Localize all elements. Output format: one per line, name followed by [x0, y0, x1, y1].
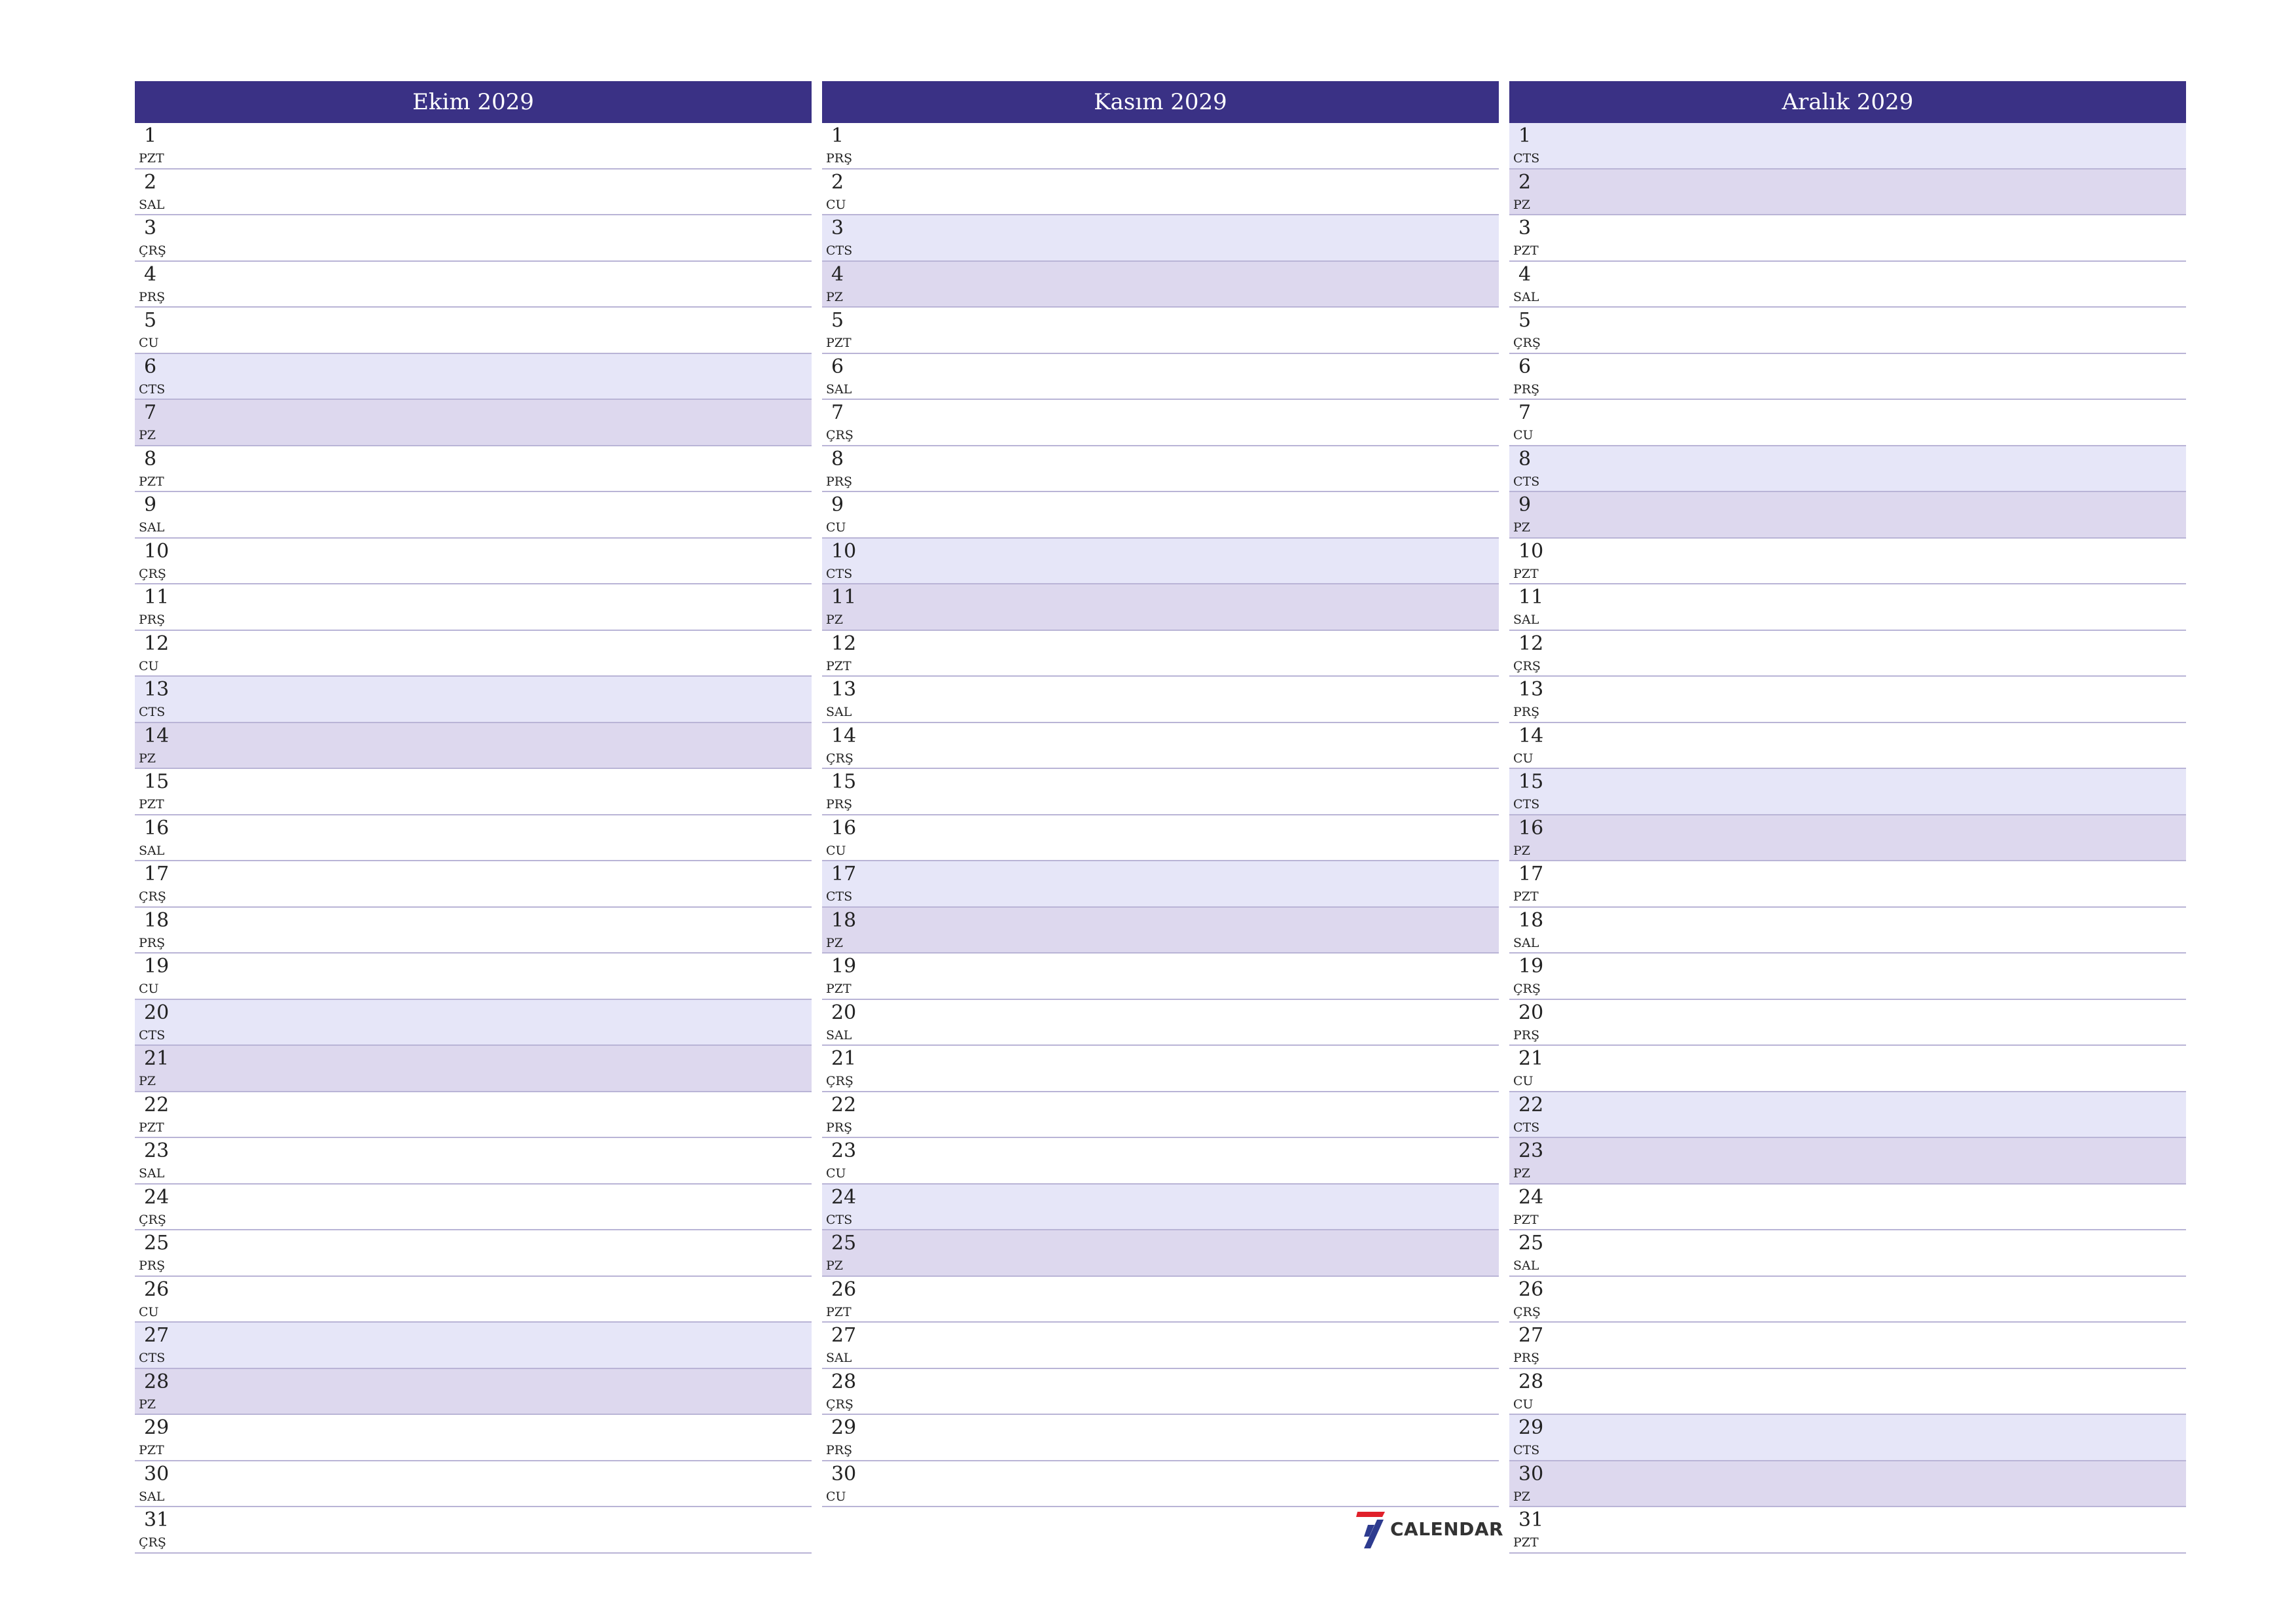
day-number: 18 [831, 908, 857, 932]
day-number: 23 [144, 1139, 170, 1162]
day-of-week: SAL [826, 705, 852, 719]
day-row[interactable] [1509, 723, 2186, 770]
day-of-week: CU [1513, 751, 1534, 766]
day-of-week: CTS [1513, 797, 1540, 812]
day-row[interactable] [135, 723, 812, 770]
day-of-week: PZ [826, 289, 843, 304]
day-number: 24 [1518, 1185, 1544, 1209]
day-row[interactable] [822, 169, 1499, 216]
day-row[interactable] [1509, 1369, 2186, 1416]
day-number: 5 [831, 309, 844, 332]
day-row[interactable] [135, 584, 812, 631]
day-row[interactable] [135, 1230, 812, 1277]
day-number: 20 [144, 1001, 170, 1024]
day-row[interactable] [822, 1138, 1499, 1185]
day-row[interactable] [1509, 1277, 2186, 1323]
day-number: 16 [831, 816, 857, 840]
day-number: 16 [1518, 816, 1544, 840]
day-row[interactable] [822, 631, 1499, 677]
day-number: 14 [144, 724, 170, 747]
day-row[interactable] [1509, 584, 2186, 631]
day-row[interactable] [135, 815, 812, 862]
day-of-week: PRŞ [139, 613, 166, 627]
day-number: 14 [831, 724, 857, 747]
day-row[interactable] [1509, 1046, 2186, 1092]
day-number: 12 [831, 632, 857, 655]
day-row[interactable] [1509, 954, 2186, 1000]
day-row[interactable] [1509, 1415, 2186, 1461]
day-of-week: ÇRŞ [826, 1074, 853, 1088]
day-of-week: ÇRŞ [139, 1535, 166, 1550]
day-row[interactable] [1509, 631, 2186, 677]
day-number: 9 [144, 493, 157, 516]
day-number: 13 [831, 678, 857, 701]
day-of-week: PZ [1513, 1489, 1530, 1504]
day-number: 6 [1518, 355, 1532, 378]
day-number: 14 [1518, 724, 1544, 747]
month-title: Ekim 2029 [135, 81, 812, 123]
day-row[interactable] [822, 861, 1499, 908]
day-row[interactable] [822, 215, 1499, 262]
day-row[interactable] [1509, 677, 2186, 723]
day-number: 1 [144, 124, 157, 147]
day-number: 12 [1518, 632, 1544, 655]
day-row[interactable] [822, 1185, 1499, 1231]
day-of-week: PZ [1513, 1166, 1530, 1181]
day-of-week: CU [139, 658, 159, 673]
day-number: 25 [831, 1232, 857, 1255]
day-of-week: PZ [826, 1258, 843, 1273]
day-row[interactable] [822, 123, 1499, 169]
day-row[interactable] [822, 1092, 1499, 1139]
day-row[interactable] [135, 1185, 812, 1231]
day-row[interactable] [135, 1461, 812, 1508]
day-number: 21 [831, 1047, 857, 1070]
day-of-week: ÇRŞ [1513, 658, 1541, 673]
day-of-week: SAL [1513, 1258, 1539, 1273]
day-row[interactable] [822, 400, 1499, 446]
day-of-week: PZ [1513, 520, 1530, 535]
day-row[interactable] [135, 1138, 812, 1185]
day-number: 2 [1518, 170, 1532, 194]
day-number: 7 [831, 401, 844, 424]
day-row[interactable] [135, 861, 812, 908]
day-number: 8 [1518, 447, 1532, 471]
day-of-week: CTS [826, 566, 853, 581]
day-number: 2 [144, 170, 157, 194]
day-number: 4 [1518, 262, 1532, 286]
day-of-week: ÇRŞ [139, 243, 166, 258]
day-row[interactable] [1509, 861, 2186, 908]
day-of-week: SAL [139, 843, 165, 858]
day-of-week: CU [139, 1304, 159, 1319]
day-row[interactable] [135, 446, 812, 493]
day-row[interactable] [135, 1415, 812, 1461]
day-of-week: ÇRŞ [139, 889, 166, 904]
day-row[interactable] [135, 123, 812, 169]
day-row[interactable] [135, 769, 812, 815]
day-of-week: ÇRŞ [826, 1397, 853, 1412]
day-row[interactable] [822, 815, 1499, 862]
day-row[interactable] [1509, 308, 2186, 354]
day-number: 5 [1518, 309, 1532, 332]
day-row[interactable] [135, 908, 812, 954]
day-number: 11 [144, 586, 170, 609]
day-row[interactable] [135, 1277, 812, 1323]
month-column-december [1509, 81, 2186, 1554]
day-of-week: PZ [139, 1074, 156, 1088]
day-number: 17 [1518, 863, 1544, 885]
day-number: 25 [1518, 1232, 1544, 1255]
day-number: 25 [144, 1232, 170, 1255]
day-of-week: PZ [1513, 843, 1530, 858]
day-number: 3 [1518, 217, 1532, 240]
day-of-week: CU [826, 197, 846, 212]
day-number: 4 [144, 262, 157, 286]
day-number: 22 [831, 1093, 857, 1116]
day-row[interactable] [822, 908, 1499, 954]
day-row[interactable] [822, 1277, 1499, 1323]
day-row[interactable] [135, 1369, 812, 1416]
day-number: 2 [831, 170, 844, 194]
day-number: 3 [831, 217, 844, 240]
day-number: 10 [1518, 539, 1544, 563]
day-of-week: PZT [1513, 1212, 1539, 1227]
day-of-week: CTS [139, 1351, 166, 1365]
day-of-week: CTS [826, 243, 853, 258]
day-of-week: PZT [826, 982, 852, 996]
day-of-week: CTS [1513, 474, 1540, 489]
day-of-week: SAL [1513, 289, 1539, 304]
day-number: 20 [831, 1001, 857, 1024]
day-row[interactable] [1509, 123, 2186, 169]
day-of-week: CU [1513, 428, 1534, 442]
day-number: 19 [831, 955, 857, 978]
day-row[interactable] [822, 584, 1499, 631]
day-of-week: ÇRŞ [826, 751, 853, 766]
day-number: 10 [144, 539, 170, 563]
day-row[interactable] [822, 1046, 1499, 1092]
day-number: 6 [831, 355, 844, 378]
day-of-week: PRŞ [1513, 705, 1540, 719]
day-number: 7 [144, 401, 157, 424]
day-number: 3 [144, 217, 157, 240]
day-row[interactable] [1509, 400, 2186, 446]
day-of-week: SAL [826, 382, 852, 397]
day-row[interactable] [822, 492, 1499, 539]
day-number: 13 [144, 678, 170, 701]
day-of-week: PRŞ [1513, 1351, 1540, 1365]
day-number: 24 [144, 1185, 170, 1209]
day-row[interactable] [822, 1000, 1499, 1046]
day-of-week: PZT [139, 1443, 164, 1457]
day-number: 30 [1518, 1462, 1544, 1486]
day-number: 13 [1518, 678, 1544, 701]
day-of-week: SAL [826, 1351, 852, 1365]
day-row[interactable] [1509, 1230, 2186, 1277]
day-of-week: ÇRŞ [139, 566, 166, 581]
day-of-week: PRŞ [826, 1120, 853, 1135]
day-row[interactable] [1509, 815, 2186, 862]
day-row[interactable] [135, 354, 812, 401]
day-number: 7 [1518, 401, 1532, 424]
month-column-november [822, 81, 1499, 1507]
day-row[interactable] [822, 677, 1499, 723]
day-number: 15 [1518, 770, 1544, 793]
day-row[interactable] [135, 1046, 812, 1092]
day-number: 30 [144, 1462, 170, 1486]
day-of-week: CU [826, 1489, 846, 1504]
day-of-week: CTS [139, 705, 166, 719]
day-number: 12 [144, 632, 170, 655]
day-row[interactable] [822, 1369, 1499, 1416]
day-number: 26 [144, 1277, 170, 1301]
day-of-week: PZT [1513, 1535, 1539, 1550]
day-row[interactable] [1509, 1092, 2186, 1139]
day-of-week: CU [139, 336, 159, 350]
day-row[interactable] [1509, 908, 2186, 954]
day-number: 9 [1518, 493, 1532, 516]
day-of-week: CTS [1513, 151, 1540, 166]
day-number: 28 [1518, 1370, 1544, 1393]
day-of-week: PZT [139, 474, 164, 489]
day-of-week: CTS [1513, 1443, 1540, 1457]
day-number: 1 [1518, 124, 1532, 147]
day-of-week: ÇRŞ [1513, 982, 1541, 996]
day-number: 31 [144, 1508, 170, 1531]
day-of-week: SAL [139, 520, 165, 535]
day-number: 15 [831, 770, 857, 793]
day-row[interactable] [135, 1092, 812, 1139]
day-number: 5 [144, 309, 157, 332]
day-row[interactable] [1509, 492, 2186, 539]
day-row[interactable] [1509, 539, 2186, 585]
day-number: 29 [831, 1416, 857, 1439]
day-number: 17 [831, 863, 857, 885]
day-row[interactable] [135, 308, 812, 354]
day-number: 31 [1518, 1508, 1544, 1531]
day-of-week: PRŞ [826, 151, 853, 166]
day-number: 1 [831, 124, 844, 147]
day-number: 23 [1518, 1139, 1544, 1162]
day-of-week: PZ [139, 428, 156, 442]
day-number: 4 [831, 262, 844, 286]
day-row[interactable] [135, 677, 812, 723]
day-of-week: PZ [1513, 197, 1530, 212]
day-row[interactable] [822, 769, 1499, 815]
day-row[interactable] [822, 354, 1499, 401]
day-row[interactable] [822, 954, 1499, 1000]
day-number: 26 [831, 1277, 857, 1301]
day-of-week: SAL [139, 1489, 165, 1504]
day-of-week: PRŞ [826, 1443, 853, 1457]
month-title: Aralık 2029 [1509, 81, 2186, 123]
day-of-week: CTS [139, 382, 166, 397]
day-number: 27 [831, 1324, 857, 1347]
day-number: 11 [831, 586, 857, 609]
day-of-week: ÇRŞ [1513, 1304, 1541, 1319]
day-of-week: ÇRŞ [139, 1212, 166, 1227]
month-title: Kasım 2029 [822, 81, 1499, 123]
day-row[interactable] [135, 492, 812, 539]
day-number: 11 [1518, 586, 1544, 609]
day-number: 21 [144, 1047, 170, 1070]
day-of-week: CTS [139, 1027, 166, 1043]
day-row[interactable] [822, 1323, 1499, 1369]
day-number: 28 [831, 1370, 857, 1393]
day-row[interactable] [822, 539, 1499, 585]
day-of-week: CU [826, 843, 846, 858]
day-row[interactable] [135, 400, 812, 446]
day-row[interactable] [822, 446, 1499, 493]
day-number: 22 [144, 1093, 170, 1116]
day-row[interactable] [135, 631, 812, 677]
day-of-week: PRŞ [826, 797, 853, 812]
day-of-week: CU [826, 520, 846, 535]
day-of-week: CU [1513, 1074, 1534, 1088]
day-of-week: CTS [826, 889, 853, 904]
day-row[interactable] [822, 1415, 1499, 1461]
day-number: 6 [144, 355, 157, 378]
day-of-week: SAL [139, 1166, 165, 1181]
day-number: 8 [144, 447, 157, 471]
day-of-week: PRŞ [1513, 382, 1540, 397]
day-of-week: ÇRŞ [826, 428, 853, 442]
day-of-week: PZT [139, 1120, 164, 1135]
day-number: 10 [831, 539, 857, 563]
day-number: 27 [144, 1324, 170, 1347]
day-of-week: CU [1513, 1397, 1534, 1412]
day-of-week: SAL [1513, 613, 1539, 627]
day-number: 16 [144, 816, 170, 840]
day-of-week: PZT [826, 658, 852, 673]
day-of-week: PRŞ [139, 289, 166, 304]
day-of-week: PRŞ [139, 1258, 166, 1273]
day-number: 17 [144, 863, 170, 885]
day-row[interactable] [1509, 769, 2186, 815]
day-number: 19 [1518, 955, 1544, 978]
day-row[interactable] [1509, 262, 2186, 308]
day-of-week: CU [826, 1166, 846, 1181]
day-row[interactable] [1509, 1138, 2186, 1185]
day-number: 19 [144, 955, 170, 978]
day-row[interactable] [1509, 215, 2186, 262]
day-number: 22 [1518, 1093, 1544, 1116]
day-row[interactable] [135, 215, 812, 262]
day-number: 15 [144, 770, 170, 793]
day-of-week: PZT [1513, 566, 1539, 581]
logo-text: CALENDAR [1390, 1518, 1504, 1540]
day-row[interactable] [135, 262, 812, 308]
day-number: 29 [144, 1416, 170, 1439]
day-number: 29 [1518, 1416, 1544, 1439]
day-row[interactable] [135, 1507, 812, 1554]
day-number: 23 [831, 1139, 857, 1162]
day-row[interactable] [1509, 354, 2186, 401]
day-number: 20 [1518, 1001, 1544, 1024]
day-row[interactable] [822, 1461, 1499, 1508]
day-of-week: PZT [139, 151, 164, 166]
day-number: 18 [1518, 908, 1544, 932]
day-of-week: PZT [1513, 243, 1539, 258]
day-of-week: SAL [826, 1027, 852, 1043]
day-number: 26 [1518, 1277, 1544, 1301]
day-of-week: PRŞ [826, 474, 853, 489]
day-of-week: ÇRŞ [1513, 336, 1541, 350]
day-row[interactable] [822, 1230, 1499, 1277]
day-row[interactable] [135, 169, 812, 216]
month-column-october [135, 81, 812, 1554]
day-of-week: CU [139, 982, 159, 996]
day-row[interactable] [822, 262, 1499, 308]
day-row[interactable] [135, 1323, 812, 1369]
day-number: 18 [144, 908, 170, 932]
day-of-week: PZ [826, 613, 843, 627]
day-row[interactable] [135, 539, 812, 585]
day-of-week: PZ [139, 751, 156, 766]
day-of-week: PZ [826, 935, 843, 950]
day-row[interactable] [1509, 1000, 2186, 1046]
day-number: 21 [1518, 1047, 1544, 1070]
day-number: 8 [831, 447, 844, 471]
day-of-week: PZ [139, 1397, 156, 1412]
day-row[interactable] [1509, 1461, 2186, 1508]
day-row[interactable] [1509, 446, 2186, 493]
day-of-week: SAL [1513, 935, 1539, 950]
day-of-week: CTS [1513, 1120, 1540, 1135]
day-number: 24 [831, 1185, 857, 1209]
day-row[interactable] [1509, 1185, 2186, 1231]
day-of-week: PZT [826, 336, 852, 350]
day-row[interactable] [135, 1000, 812, 1046]
day-row[interactable] [135, 954, 812, 1000]
day-row[interactable] [1509, 1507, 2186, 1554]
day-of-week: PZT [826, 1304, 852, 1319]
seven-logo-icon [1355, 1510, 1388, 1550]
day-of-week: PRŞ [139, 935, 166, 950]
day-row[interactable] [822, 308, 1499, 354]
day-number: 28 [144, 1370, 170, 1393]
day-of-week: SAL [139, 197, 165, 212]
day-number: 30 [831, 1462, 857, 1486]
day-of-week: PZT [139, 797, 164, 812]
calendar-logo [1355, 1510, 1504, 1550]
day-row[interactable] [1509, 1323, 2186, 1369]
day-row[interactable] [1509, 169, 2186, 216]
day-row[interactable] [822, 723, 1499, 770]
day-of-week: PRŞ [1513, 1027, 1540, 1043]
day-of-week: PZT [1513, 889, 1539, 904]
day-number: 9 [831, 493, 844, 516]
day-number: 27 [1518, 1324, 1544, 1347]
day-of-week: CTS [826, 1212, 853, 1227]
